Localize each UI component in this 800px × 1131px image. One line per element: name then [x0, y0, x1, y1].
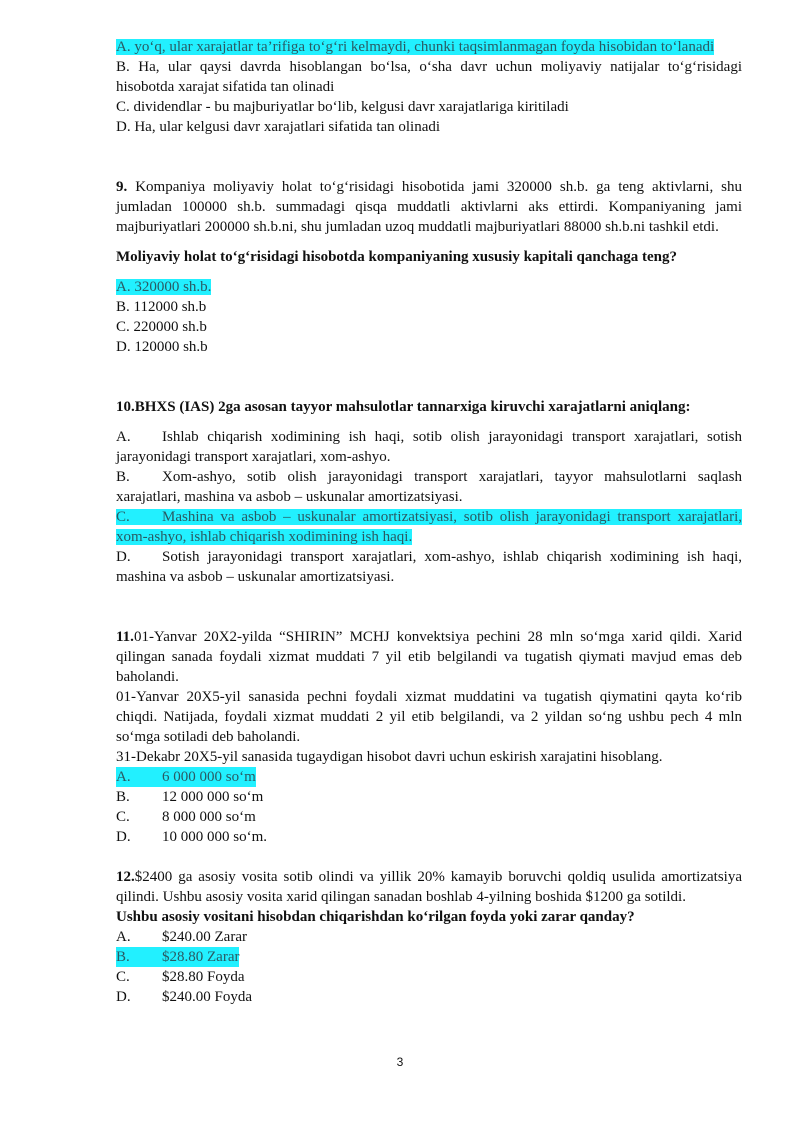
- option-12c: C. $28.80 Foyda: [116, 969, 245, 985]
- question-12: [116, 867, 742, 1007]
- highlighted-answer: C. Mashina va asbob – uskunalar amortizatsiyasi, sotib olish jarayonidagi transport xarajatlari, xom-ashyo, ishlab chiqarish xodimining ish haqi.: [116, 509, 742, 545]
- option-8b: B. Ha, ular qaysi davrda hisoblangan bo‘lsa, o‘sha davr uchun moliyaviy natijalar to‘g‘risidagi hisobotda xarajat sifatida tan olinadi: [116, 59, 742, 95]
- highlighted-answer: A. 320000 sh.b.: [116, 279, 212, 295]
- option-9b: B. 112000 sh.b: [116, 299, 207, 315]
- option-9c: C. 220000 sh.b: [116, 319, 207, 335]
- option-12d: D. $240.00 Foyda: [116, 989, 252, 1005]
- highlighted-answer: B. $28.80 Zarar: [116, 949, 240, 965]
- option-9d: D. 120000 sh.b: [116, 339, 208, 355]
- question-8: [116, 37, 742, 137]
- option-10b: B. Xom-ashyo, sotib olish jarayonidagi transport xarajatlari, tayyor mahsulotlarni saqlash xarajatlari, mashina va asbob – uskunalar amortizatsiyasi.: [116, 469, 742, 505]
- option-11c: C. 8 000 000 so‘m: [116, 809, 256, 825]
- option-8d: D. Ha, ular kelgusi davr xarajatlari sifatida tan olinadi: [116, 119, 441, 135]
- question-12-text: 12.$2400 ga asosiy vosita sotib olindi va yillik 20% kamayib boruvchi qoldiq usulida amortizatsiya qilindi. Ushbu asosiy vosita xarid qilingan sanadan boshlab 4-yilning boshida $1200 ga sotildi.: [116, 869, 742, 905]
- question-9-text: 9. Kompaniya moliyaviy holat to‘g‘risidagi hisobotida jami 320000 sh.b. ga teng aktivlarni, shu jumladan 100000 sh.b. summadagi qisqa muddatli aktivlarni aks ettirdi. Kompaniyaning jami majburiyatlari 200000 sh.b.ni, shu jumladan uzoq muddatli majburiyatlari 88000 sh.b.ni tashkil etdi.: [116, 179, 742, 235]
- question-11-text-3: 31-Dekabr 20X5-yil sanasida tugaydigan hisobot davri uchun eskirish xarajatini hisoblang.: [116, 749, 663, 765]
- option-8a: [116, 37, 742, 57]
- question-9: [116, 177, 742, 357]
- option-10a: A. Ishlab chiqarish xodimining ish haqi, sotib olish jarayonidagi transport xarajatlari, sotish jarayonidagi transport xarajatlari, xom-ashyo.: [116, 429, 742, 465]
- question-12-prompt: Ushbu asosiy vositani hisobdan chiqarishdan ko‘rilgan foyda yoki zarar qanday?: [116, 909, 635, 925]
- option-12a: A. $240.00 Zarar: [116, 929, 247, 945]
- option-9a: [116, 277, 742, 297]
- option-11d: D. 10 000 000 so‘m.: [116, 829, 267, 845]
- option-12b: [116, 947, 742, 967]
- document-page: [116, 37, 742, 1007]
- question-11-text: 11.01-Yanvar 20X2-yilda “SHIRIN” MCHJ konvektsiya pechini 28 mln so‘mga xarid qildi. Xarid qilingan sanada foydali xizmat muddati 7 yil etib belgilandi va tugatish qiymati mavjud emas deb baholandi.: [116, 629, 742, 685]
- option-10d: D. Sotish jarayonidagi transport xarajatlari, xom-ashyo, ishlab chiqarish xodimining ish haqi, mashina va asbob – uskunalar amortizatsiyasi.: [116, 549, 742, 585]
- question-10-prompt: 10.BHXS (IAS) 2ga asosan tayyor mahsulotlar tannarxiga kiruvchi xarajatlarni aniqlang:: [116, 399, 691, 415]
- option-8c: C. dividendlar - bu majburiyatlar bo‘lib, kelgusi davr xarajatlariga kiritiladi: [116, 99, 569, 115]
- question-9-prompt: Moliyaviy holat to‘g‘risidagi hisobotda kompaniyaning xususiy kapitali qanchaga teng?: [116, 249, 677, 265]
- option-10c: [116, 507, 742, 547]
- page-number: 3: [396, 1055, 404, 1069]
- option-11b: B. 12 000 000 so‘m: [116, 789, 264, 805]
- question-11: [116, 627, 742, 847]
- highlighted-answer: A. 6 000 000 so‘m: [116, 769, 256, 785]
- highlighted-answer: A. yo‘q, ular xarajatlar ta’rifiga to‘g‘ri kelmaydi, chunki taqsimlanmagan foyda hisobidan to‘lanadi: [116, 39, 715, 55]
- question-11-text-2: 01-Yanvar 20X5-yil sanasida pechni foydali xizmat muddatini va tugatish qiymatini qayta ko‘rib chiqdi. Natijada, foydali xizmat muddati 2 yil etib belgilandi, va 2 yildan so‘ng ushbu pech 4 mln so‘mga sotiladi deb baholandi.: [116, 689, 742, 745]
- question-10: [116, 397, 742, 587]
- option-11a: [116, 767, 742, 787]
